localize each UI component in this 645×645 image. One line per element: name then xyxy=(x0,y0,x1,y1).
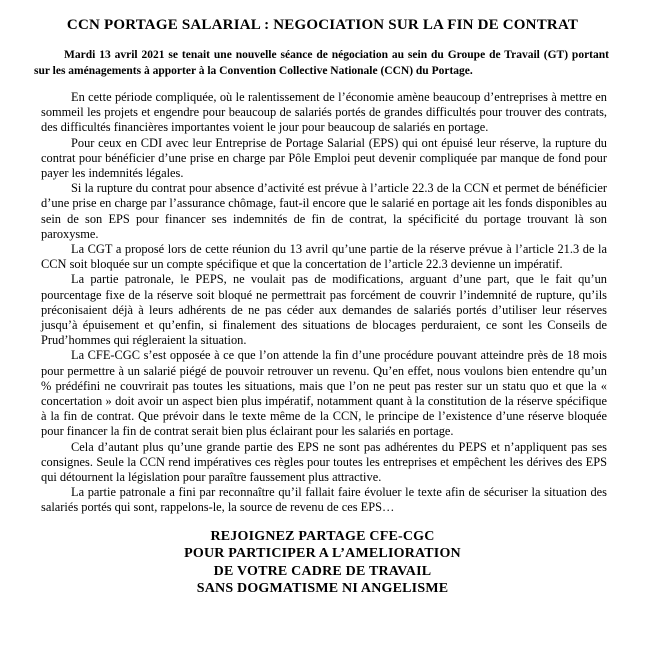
closing-line: SANS DOGMATISME NI ANGELISME xyxy=(196,580,449,596)
document-title: CCN PORTAGE SALARIAL : NEGOCIATION SUR LA FIN DE CONTRAT xyxy=(66,17,579,33)
body-paragraph: La partie patronale a fini par reconnaître qu’il fallait faire évoluer le texte afin de sécuriser la situation des salariés portés qui sont, rappelons-le, la source de revenu de ces EPS… xyxy=(41,485,607,515)
closing-line: DE VOTRE CADRE DE TRAVAIL xyxy=(213,563,432,579)
body-paragraph: Cela d’autant plus qu’une grande partie des EPS ne sont pas adhérentes du PEPS et n’appliquent pas ses consignes. Seule la CCN rend impératives ces règles pour toutes les entreprises et empêchent les dérives des EPS qui détournent la législation pour paraître faussement plus attractive. xyxy=(41,439,607,485)
closing-block xyxy=(0,528,645,598)
closing-line: POUR PARTICIPER A L’AMELIORATION xyxy=(184,546,461,562)
body-paragraph: Pour ceux en CDI avec leur Entreprise de Portage Salarial (EPS) qui ont épuisé leur réserve, la rupture du contrat pour bénéficier d’une prise en charge par Pôle Emploi peut devenir compliquée par manque de fond pour payer les indemnités légales. xyxy=(41,135,607,181)
body-paragraph: La CFE-CGC s’est opposée à ce que l’on attende la fin d’une procédure pouvant atteindre près de 18 mois pour permettre à un salarié piégé de pouvoir retrouver un revenu. Qu’en effet, nous voulons bien entendre qu’un % prédéfini ne couvrirait pas toutes les situations, mais que l’on ne peut pas rester sur un statu quo et que la « concertation » doit avoir un aspect bien plus impératif, notamment quant à la constitution de la réserve spécifique à la fin de contrat. Que prévoir dans le texte même de la CCN, le principe de l’existence d’une réserve bloquée pour financer la fin de contrat serait bien plus éclairant pour les salariés en portage. xyxy=(41,348,607,439)
body-paragraph: La partie patronale, le PEPS, ne voulait pas de modifications, arguant d’une part, que le fait qu’un pourcentage fixe de la réserve soit bloqué ne permettrait pas forcément de couvrir l’indemnité de rupture, qu’ils préconisaient déjà à leurs adhérents de ne pas céder aux demandes de salariés portés d’utiliser leur réserves jusqu’à épuisement et qu’enfin, si finalement des situations de blocages perduraient, ce sont les Conseils de Prud’hommes qui régleraient la situation. xyxy=(41,272,607,348)
closing-line: REJOIGNEZ PARTAGE CFE-CGC xyxy=(210,528,435,544)
intro-paragraph: Mardi 13 avril 2021 se tenait une nouvelle séance de négociation au sein du Groupe de Travail (GT) portant sur les aménagements à apporter à la Convention Collective Nationale (CCN) du Portage. xyxy=(34,49,609,77)
body-paragraph: La CGT a proposé lors de cette réunion du 13 avril qu’une partie de la réserve prévue à l’article 21.3 de la CCN soit bloquée sur un compte spécifique et que la concertation de l’article 22.3 devienne un impératif. xyxy=(41,242,607,272)
document-body xyxy=(41,90,607,516)
body-paragraph: Si la rupture du contrat pour absence d’activité est prévue à l’article 22.3 de la CCN et permet de bénéficier d’une prise en charge par l’assurance chômage, faut-il encore que le salarié en portage ait les fonds disponibles au sein de son EPS pour financer ses indemnités de fin de contrat, la spécificité du portage trouvant là son paroxysme. xyxy=(41,181,607,241)
body-paragraph: En cette période compliquée, où le ralentissement de l’économie amène beaucoup d’entreprises à mettre en sommeil les projets et engendre pour beaucoup de salariés portés de grandes difficultés pour trouver des contrats, des difficultés financières importantes voient le jour pour beaucoup de salariés en portage. xyxy=(41,90,607,135)
